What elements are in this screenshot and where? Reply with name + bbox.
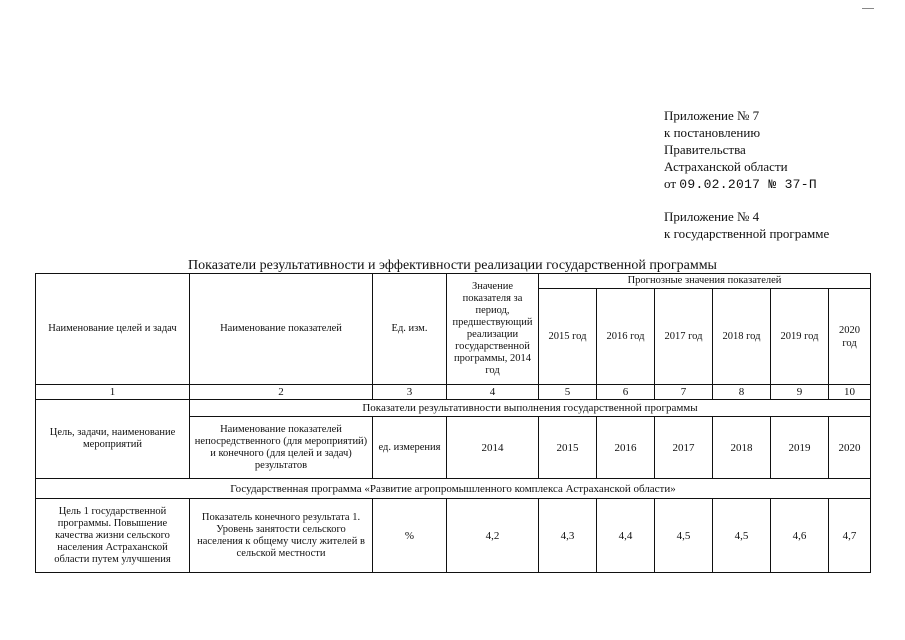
column-number: 4: [447, 385, 539, 400]
column-number: 10: [829, 385, 871, 400]
program-title: Государственная программа «Развитие агропромышленного комплекса Астраханской области»: [36, 479, 871, 499]
document-title: Показатели результативности и эффективности реализации государственной программы: [188, 258, 717, 273]
goal-1-cell: Цель 1 государственной программы. Повышение качества жизни сельского населения Астраханской области путем улучшения: [36, 499, 190, 573]
indicators-table: [35, 273, 871, 573]
unit-percent: %: [373, 499, 447, 573]
indicator-value: 4,4: [597, 499, 655, 573]
header-year: 2017 год: [655, 289, 713, 385]
annex-7-date-line: [664, 175, 817, 193]
annex-7-title: Приложение № 7: [664, 108, 760, 123]
column-number-row: [36, 385, 871, 400]
indicator-names-cell: Наименование показателей непосредственного (для мероприятий) и конечного (для целей и задач) результатов: [190, 417, 373, 479]
indicator-value: 4,5: [655, 499, 713, 573]
header-year: 2020 год: [829, 289, 871, 385]
annex-4-title: Приложение № 4: [664, 209, 760, 224]
date-prefix: от: [664, 176, 677, 191]
header-year: 2016 год: [597, 289, 655, 385]
section-results-title: Показатели результативности выполнения государственной программы: [190, 400, 871, 417]
indicator-value: 4,3: [539, 499, 597, 573]
program-title-row: [36, 479, 871, 499]
decree-date-number: 09.02.2017 № 37-П: [679, 177, 817, 192]
column-number: 6: [597, 385, 655, 400]
annex-7-line-3: Правительства: [664, 142, 746, 157]
annex-4-line-2: к государственной программе: [664, 226, 830, 241]
column-number: 5: [539, 385, 597, 400]
header-goals: Наименование целей и задач: [36, 274, 190, 385]
header-base-value: Значение показателя за период, предшествующий реализации государственной программы, 2014 год: [447, 274, 539, 385]
indicator-value: 4,2: [447, 499, 539, 573]
annex-4-block: [664, 208, 829, 242]
unit-cell: ед. измерения: [373, 417, 447, 479]
indicator-value: 4,5: [713, 499, 771, 573]
year-value: 2018: [713, 417, 771, 479]
annex-7-block: [664, 107, 817, 193]
column-number: 8: [713, 385, 771, 400]
header-indicators: Наименование показателей: [190, 274, 373, 385]
header-year: 2019 год: [771, 289, 829, 385]
annex-7-line-2: к постановлению: [664, 125, 761, 140]
header-row-1: [36, 274, 871, 289]
header-unit: Ед. изм.: [373, 274, 447, 385]
header-year: 2018 год: [713, 289, 771, 385]
year-value: 2019: [771, 417, 829, 479]
column-number: 2: [190, 385, 373, 400]
column-number: 7: [655, 385, 713, 400]
annex-7-line-4: Астраханской области: [664, 159, 788, 174]
column-number: 9: [771, 385, 829, 400]
goals-tasks-events-cell: Цель, задачи, наименование мероприятий: [36, 400, 190, 479]
column-number: 1: [36, 385, 190, 400]
year-value: 2016: [597, 417, 655, 479]
header-year: 2015 год: [539, 289, 597, 385]
scan-mark: [862, 8, 874, 9]
year-value: 2017: [655, 417, 713, 479]
indicator-value: 4,6: [771, 499, 829, 573]
column-number: 3: [373, 385, 447, 400]
year-value: 2015: [539, 417, 597, 479]
header-forecast: Прогнозные значения показателей: [539, 274, 871, 289]
section-results-row: [36, 400, 871, 417]
year-value: 2020: [829, 417, 871, 479]
goal-1-row: [36, 499, 871, 573]
indicator-1-cell: Показатель конечного результата 1. Уровень занятости сельского населения к общему числу жителей в сельской местности: [190, 499, 373, 573]
year-value: 2014: [447, 417, 539, 479]
indicator-value: 4,7: [829, 499, 871, 573]
